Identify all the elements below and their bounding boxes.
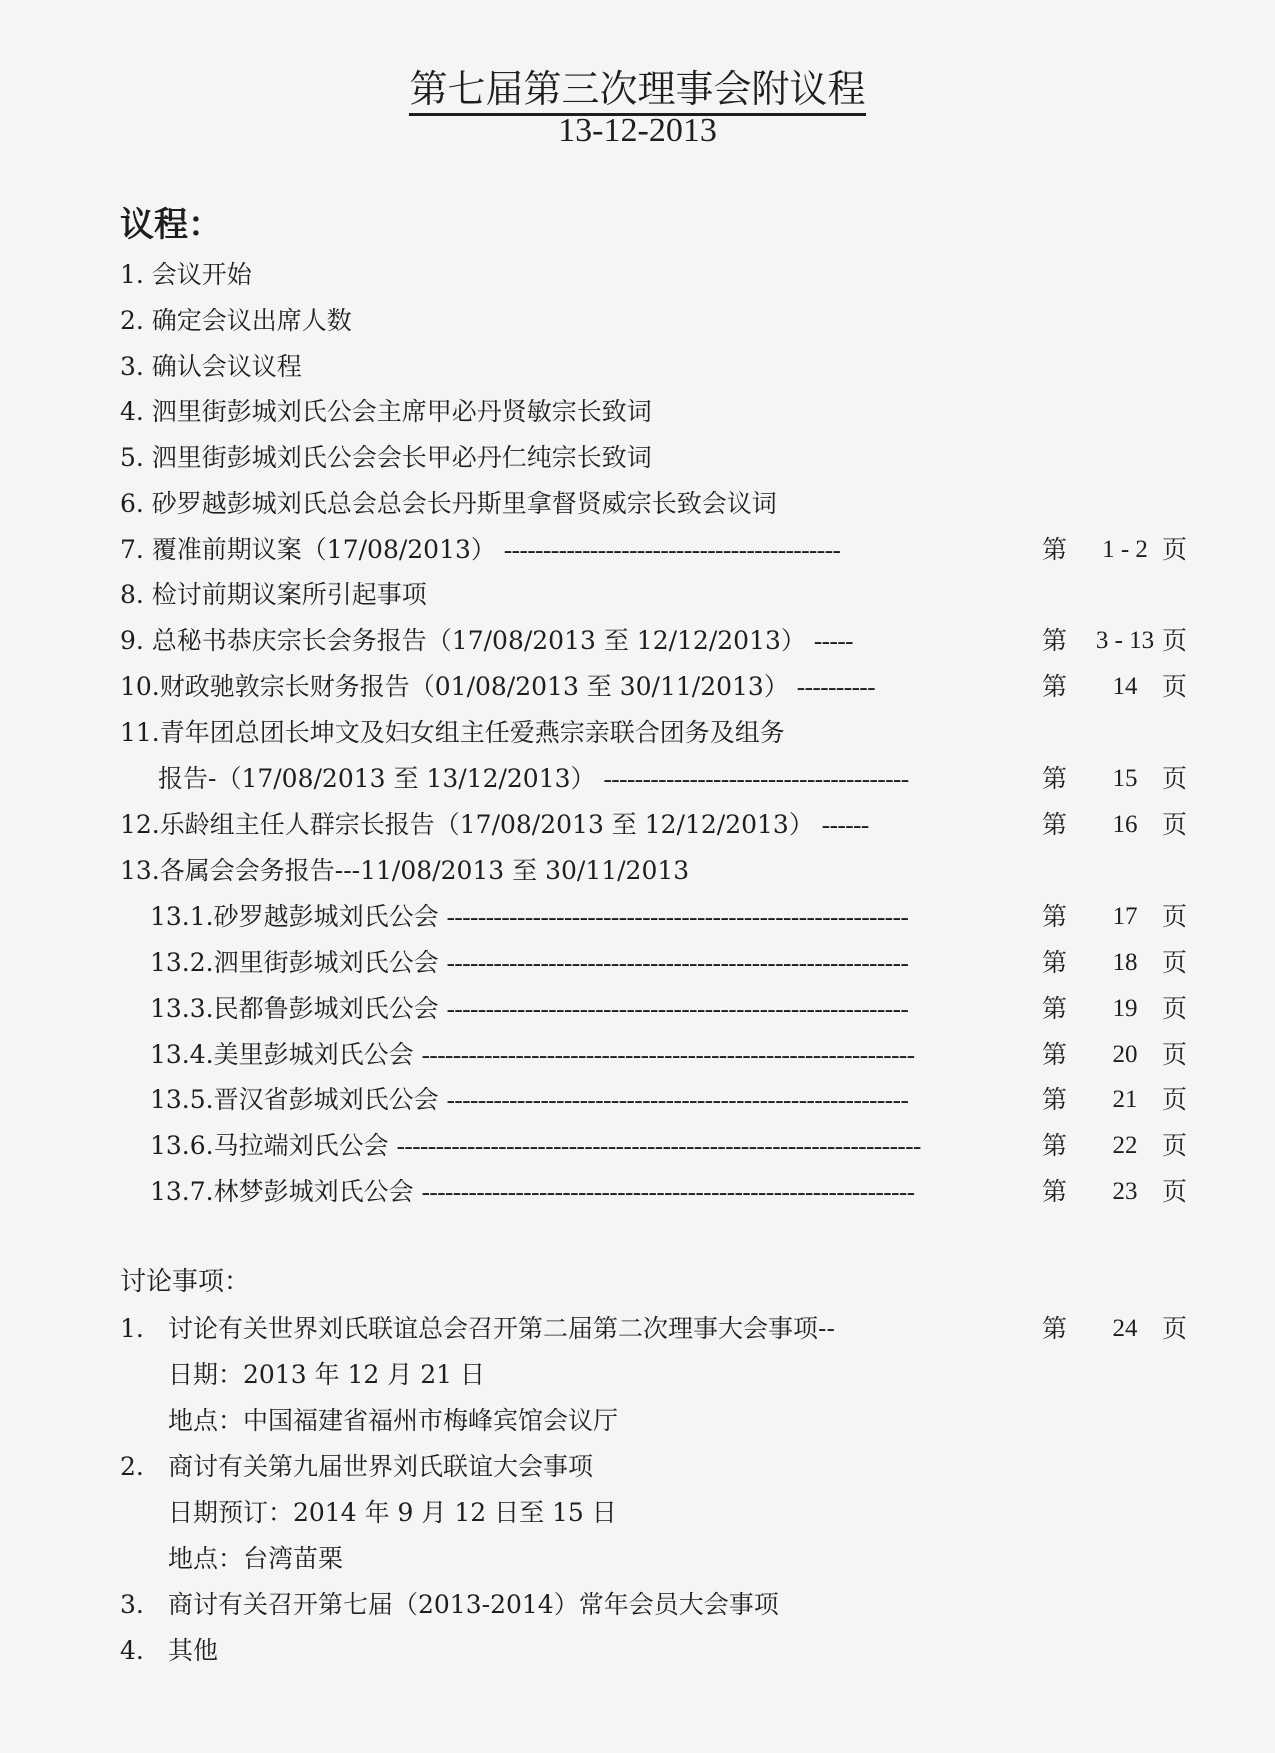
page-suffix: 页 <box>1162 810 1188 839</box>
page-prefix: 第 <box>1042 672 1068 701</box>
page-number: 22 <box>1112 1132 1138 1159</box>
discussion-text: 地点：台湾苗栗 <box>168 1544 344 1573</box>
page-suffix: 页 <box>1162 626 1188 655</box>
sub-item-13-3 <box>150 989 908 1029</box>
page-number: 1 - 2 <box>1102 536 1148 563</box>
discussion-text: 其他 <box>168 1636 219 1665</box>
sub-item-13-4 <box>150 1035 915 1075</box>
discussion-text: 日期预订：2014 年 9 月 12 日至 15 日 <box>168 1498 617 1527</box>
page-suffix: 页 <box>1162 672 1188 701</box>
sub-item-13-5 <box>150 1080 908 1120</box>
page-prefix: 第 <box>1042 535 1068 564</box>
leader-dashes: --------------------------------------------------------------- <box>421 1042 915 1069</box>
sub-item-13-1 <box>150 897 908 937</box>
agenda-item-6 <box>120 484 777 524</box>
agenda-item-1 <box>120 255 252 295</box>
document-title <box>0 66 1275 112</box>
page-number: 14 <box>1112 673 1138 700</box>
agenda-item-label: 4. 泗里街彭城刘氏公会主席甲必丹贤敏宗长致词 <box>120 397 652 426</box>
sub-item-label: 13.7.林梦彭城刘氏公会 <box>150 1177 414 1206</box>
agenda-item-label: 12.乐龄组主任人群宗长报告（17/08/2013 至 12/12/2013） <box>120 810 814 839</box>
discussion-text: 商讨有关第九届世界刘氏联谊大会事项 <box>168 1452 594 1481</box>
discussion-text: 商讨有关召开第七届（2013-2014）常年会员大会事项 <box>168 1590 779 1619</box>
page-prefix: 第 <box>1042 1314 1068 1343</box>
discussion-item-1-date <box>168 1355 485 1395</box>
page-number: 17 <box>1112 903 1138 930</box>
page-number: 18 <box>1112 949 1138 976</box>
agenda-item-12 <box>120 805 869 845</box>
agenda-item-4 <box>120 392 652 432</box>
sub-item-label: 13.6.马拉端刘氏公会 <box>150 1131 389 1160</box>
page-number: 20 <box>1112 1041 1138 1068</box>
page-number: 21 <box>1112 1086 1138 1113</box>
agenda-item-11 <box>120 713 785 753</box>
agenda-item-label: 13.各属会会务报告---11/08/2013 至 30/11/2013 <box>120 856 690 885</box>
agenda-item-8 <box>120 575 427 615</box>
agenda-item-label: 1. 会议开始 <box>120 260 252 289</box>
page-number: 23 <box>1112 1178 1138 1205</box>
agenda-item-label: 5. 泗里街彭城刘氏公会会长甲必丹仁纯宗长致词 <box>120 443 652 472</box>
agenda-item-5 <box>120 438 652 478</box>
page-prefix: 第 <box>1042 1177 1068 1206</box>
sub-item-label: 13.1.砂罗越彭城刘氏公会 <box>150 902 439 931</box>
page-suffix: 页 <box>1162 1040 1188 1069</box>
discussion-item-2-venue <box>168 1539 343 1579</box>
page-prefix: 第 <box>1042 1085 1068 1114</box>
page-number: 3 - 13 <box>1095 627 1155 654</box>
discussion-item-1-venue <box>168 1401 618 1441</box>
page-prefix: 第 <box>1042 764 1068 793</box>
page-number: 24 <box>1112 1315 1138 1342</box>
discussion-number: 2. <box>120 1452 144 1481</box>
agenda-item-label: 报告-（17/08/2013 至 13/12/2013） <box>158 764 596 793</box>
agenda-item-7 <box>120 530 840 570</box>
agenda-item-label: 9. 总秘书恭庆宗长会务报告（17/08/2013 至 12/12/2013） <box>120 626 806 655</box>
leader-dashes: --------------------------------------- <box>603 766 909 793</box>
agenda-item-label: 6. 砂罗越彭城刘氏总会总会长丹斯里拿督贤威宗长致会议词 <box>120 489 777 518</box>
leader-dashes: ----- <box>813 628 853 655</box>
agenda-item-2 <box>120 301 352 341</box>
leader-dashes: ----------------------------------------------------------- <box>446 904 909 931</box>
agenda-item-9 <box>120 621 853 661</box>
sub-item-label: 13.5.晋汉省彭城刘氏公会 <box>150 1085 439 1114</box>
agenda-item-11-continued <box>158 759 909 799</box>
document-title-text: 第七届第三次理事会附议程 <box>409 67 865 116</box>
page-prefix: 第 <box>1042 626 1068 655</box>
agenda-heading: 议程： <box>120 205 222 245</box>
discussion-number: 1. <box>120 1314 144 1343</box>
page-prefix: 第 <box>1042 1131 1068 1160</box>
leader-dashes: ----------------------------------------------------------- <box>446 996 909 1023</box>
page-number: 19 <box>1112 995 1138 1022</box>
discussion-text: 讨论有关世界刘氏联谊总会召开第二届第二次理事大会事项-- <box>168 1314 835 1343</box>
sub-item-label: 13.4.美里彭城刘氏公会 <box>150 1040 414 1069</box>
sub-item-label: 13.3.民都鲁彭城刘氏公会 <box>150 994 439 1023</box>
sub-item-13-7 <box>150 1172 915 1212</box>
discussion-text: 地点：中国福建省福州市梅峰宾馆会议厅 <box>168 1406 619 1435</box>
discussion-item-3 <box>120 1585 779 1625</box>
leader-dashes: ------------------------------------------- <box>503 537 841 564</box>
agenda-item-13 <box>120 851 689 891</box>
leader-dashes: ----------------------------------------------------------- <box>446 1087 909 1114</box>
agenda-item-label: 10.财政驰敦宗长财务报告（01/08/2013 至 30/11/2013） <box>120 672 789 701</box>
agenda-item-3 <box>120 347 302 387</box>
sub-item-13-2 <box>150 943 908 983</box>
page-suffix: 页 <box>1162 1314 1188 1343</box>
page-prefix: 第 <box>1042 948 1068 977</box>
agenda-item-label: 8. 检讨前期议案所引起事项 <box>120 580 427 609</box>
document-date: 13-12-2013 <box>558 112 717 149</box>
discussion-item-4 <box>120 1631 218 1671</box>
discussion-item-1 <box>120 1309 835 1349</box>
page-prefix: 第 <box>1042 994 1068 1023</box>
page-number: 16 <box>1112 811 1138 838</box>
page-suffix: 页 <box>1162 994 1188 1023</box>
page-number: 15 <box>1112 765 1138 792</box>
agenda-item-label: 11.青年团总团长坤文及妇女组主任爱燕宗亲联合团务及组务 <box>120 718 785 747</box>
page-suffix: 页 <box>1162 1177 1188 1206</box>
page-suffix: 页 <box>1162 902 1188 931</box>
leader-dashes: ---------- <box>796 674 876 701</box>
sub-item-13-6 <box>150 1126 921 1166</box>
page-suffix: 页 <box>1162 1131 1188 1160</box>
page-suffix: 页 <box>1162 1085 1188 1114</box>
discussion-text: 日期：2013 年 12 月 21 日 <box>168 1360 485 1389</box>
discussion-number: 3. <box>120 1590 144 1619</box>
discussion-heading: 讨论事项： <box>120 1267 251 1297</box>
agenda-item-10 <box>120 667 875 707</box>
agenda-item-label: 2. 确定会议出席人数 <box>120 306 352 335</box>
discussion-number: 4. <box>120 1636 144 1665</box>
agenda-item-label: 3. 确认会议议程 <box>120 352 302 381</box>
page-prefix: 第 <box>1042 902 1068 931</box>
discussion-item-2 <box>120 1447 593 1487</box>
discussion-item-2-date <box>168 1493 617 1533</box>
agenda-item-label: 7. 覆准前期议案（17/08/2013） <box>120 535 496 564</box>
leader-dashes: ------------------------------------------------------------------- <box>396 1133 921 1160</box>
leader-dashes: --------------------------------------------------------------- <box>421 1179 915 1206</box>
page-suffix: 页 <box>1162 764 1188 793</box>
leader-dashes: ------ <box>821 812 869 839</box>
page-suffix: 页 <box>1162 535 1188 564</box>
page-prefix: 第 <box>1042 1040 1068 1069</box>
page-prefix: 第 <box>1042 810 1068 839</box>
leader-dashes: ----------------------------------------------------------- <box>446 950 909 977</box>
page-suffix: 页 <box>1162 948 1188 977</box>
sub-item-label: 13.2.泗里街彭城刘氏公会 <box>150 948 439 977</box>
